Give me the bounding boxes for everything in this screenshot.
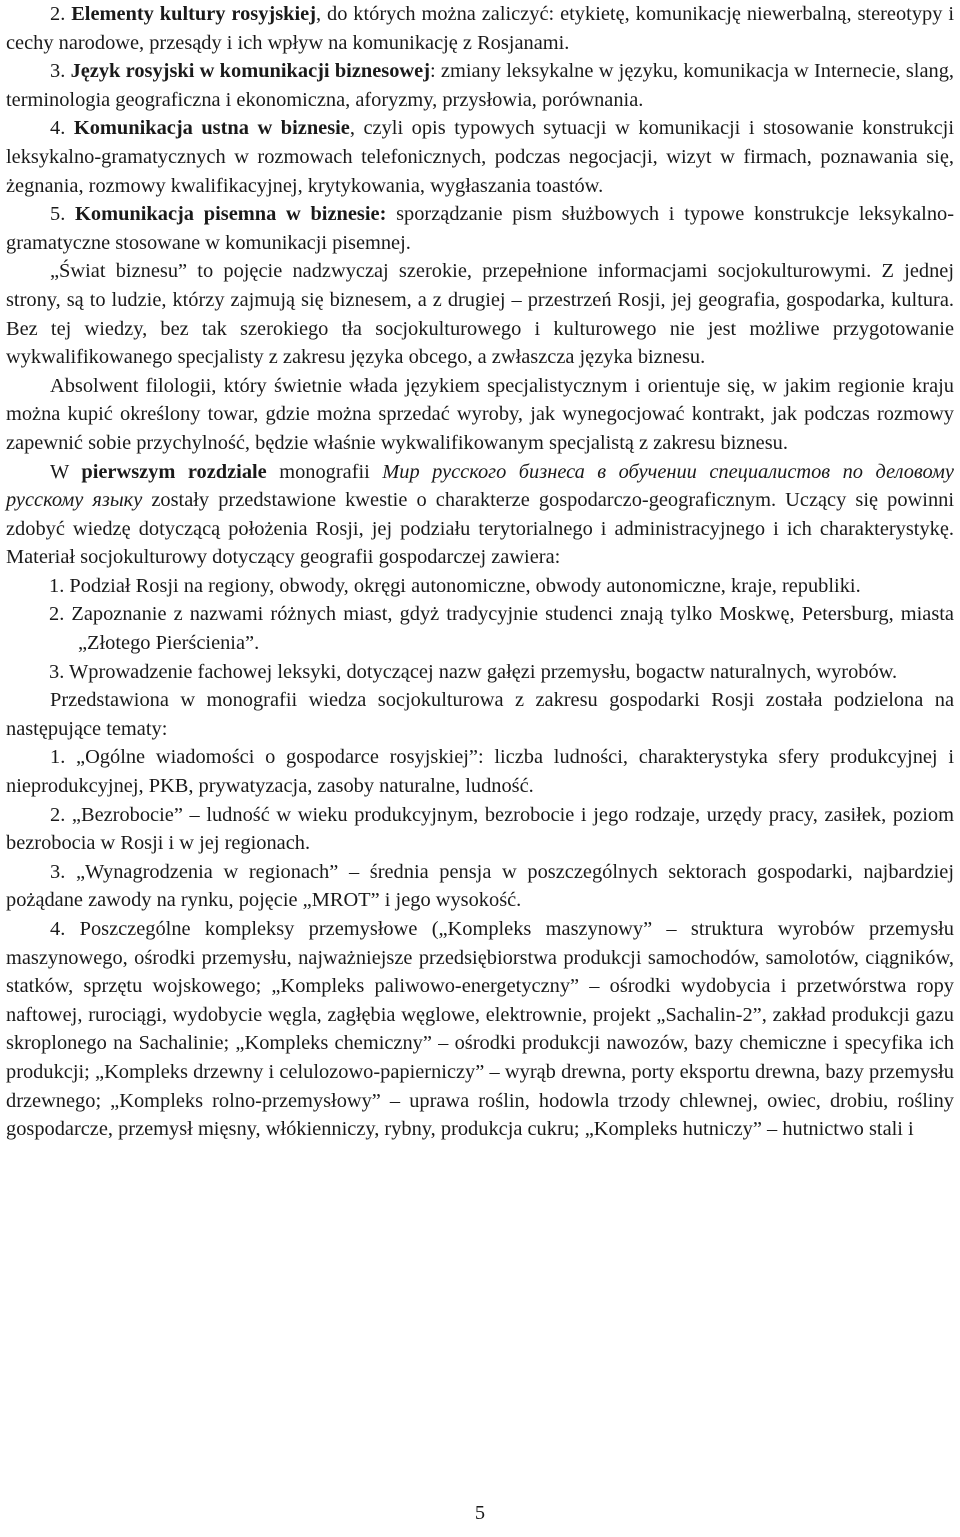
list-item: 1. Podział Rosji na regiony, obwody, okręgi autonomiczne, obwody autonomiczne, kraje, republiki. — [49, 574, 861, 597]
heading-jezyk-rosyjski: Język rosyjski w komunikacji biznesowej — [70, 60, 430, 83]
topic-item: 2. „Bezrobocie” – ludność w wieku produkcyjnym, bezrobocie i jego rodzaje, urzędy pracy, zasiłek, poziom bezrobocia w Rosji i w jej regionach. — [6, 803, 954, 855]
paragraph-przedstawiona: Przedstawiona w monografii wiedza socjokulturowa z zakresu gospodarki Rosji została podzielona na następujące tematy: — [6, 689, 954, 740]
paragraph-text: W — [50, 460, 82, 483]
monograph-title: Мир русского бизнеса в обучении специалистов по деловому русскому языку — [6, 460, 954, 512]
bold-pierwszy-rozdzial: pierwszym rozdziale — [81, 460, 267, 483]
topic-item: 1. „Ogólne wiadomości o gospodarce rosyjskiej”: liczba ludności, charakterystyka sfery produkcyjnej i nieprodukcyjnej, PKB, prywatyzacja, zasoby naturalne, ludność. — [6, 746, 954, 798]
paragraph-elementy-kultury — [6, 0, 954, 57]
topic-item: 4. Poszczególne kompleksy przemysłowe („Kompleks maszynowy” – struktura wyrobów przemysłu maszynowego, ośrodki przemysłu, najważniejsze przedsiębiorstwa produkcji samochodów, samolotów, ciągników, statków, sprzętu wojskowego; „Kompleks paliwowo-energetyczny” – ośrodki wydobycia i przetwórstwa ropy naftowej, rurociągi, wydobycie węgla, zagłębia węglowe, elektrownie, projekt „Sachalin-2”, zakład produkcji gazu skroplonego na Sachalinie; „Kompleks chemiczny” – ośrodki produkcji nawozów, bazy chemiczne i specyfika ich produkcji; „Kompleks drzewny i celulozowo-papierniczy” – wyrąb drewna, porty eksportu drewna, bazy przemysłu drzewnego; „Kompleks rolno-przemysłowy” – uprawa roślin, hodowla trzody chlewnej, owiec, drobiu, rośliny gospodarcze, przemysł mięsny, włókienniczy, rybny, produkcja cukru; „Kompleks hutniczy” – hutnictwo stali i — [6, 918, 954, 1141]
list-item: 3. Wprowadzenie fachowej leksyki, dotyczącej nazw gałęzi przemysłu, bogactw naturalnych, wyrobów. — [49, 660, 898, 683]
paragraph-text: , do których można zaliczyć: etykietę, komunikację niewerbalną, stereotypy i cechy narodowe, przesądy i ich wpływ na komunikację z Rosjanami. — [6, 3, 954, 54]
paragraph-absolwent: Absolwent filologii, który świetnie włada językiem specjalistycznym i orientuje się, w jakim regionie kraju można kupić określony towar, gdzie można sprzedać wyroby, jak wynegocjować kontrakt, jak podczas rozmowy zapewnić sobie przychylność, będzie właśnie wykwalifikowanym specjalistą z zakresu biznesu. — [6, 374, 954, 454]
document-page — [6, 0, 954, 1144]
paragraph-text: : zmiany leksykalne w języku, komunikacja w Internecie, slang, terminologia geograficzna i ekonomiczna, aforyzmy, przysłowia, porównania. — [6, 60, 954, 111]
list-number: 4. — [50, 117, 74, 140]
heading-elementy-kultury: Elementy kultury rosyjskiej — [71, 3, 316, 25]
paragraph-pierwszy-rozdzial — [6, 458, 954, 572]
list-item: 2. Zapoznanie z nazwami różnych miast, gdyż tradycyjnie studenci znają tylko Moskwę, Petersburg, miasta „Złotego Pierścienia”. — [49, 603, 954, 655]
paragraph-text: , czyli opis typowych sytuacji w komunikacji i stosowanie konstrukcji leksykalno-gramatycznych w rozmowach telefonicznych, podczas negocjacji, wizyt w firmach, poznawania się, żegnania, rozmowy kwalifikacyjnej, krytykowania, wygłaszania toastów. — [6, 117, 954, 197]
topic-item: 3. „Wynagrodzenia w regionach” – średnia pensja w poszczególnych sektorach gospodarki, najbardziej pożądane zawody na rynku, pojęcie „MROT” i jego wysokość. — [6, 860, 954, 912]
paragraph-text: zostały przedstawione kwestie o charakterze gospodarczo-geograficznym. Uczący się powinni zdobyć wiedzę dotyczącą położenia Rosji, jej podziału terytorialnego i administracyjnego i ich charakterystykę. Materiał socjokulturowy dotyczący geografii gospodarczej zawiera: — [6, 489, 955, 569]
paragraph-swiat-biznesu: „Świat biznesu” to pojęcie nadzwyczaj szerokie, przepełnione informacjami socjokulturowymi. Z jednej strony, są to ludzie, którzy zajmują się biznesem, a z drugiej – przestrzeń Rosji, jej geografia, gospodarka, kultura. Bez tej wiedzy, bez tak szerokiego tła socjokulturowego i kulturowego nie jest możliwe przygotowanie wykwalifikowanego specjalisty z zakresu języka obcego, a zwłaszcza języka biznesu. — [6, 260, 954, 369]
heading-komunikacja-pisemna: Komunikacja pisemna w biznesie: — [75, 203, 387, 226]
paragraph-komunikacja-pisemna — [6, 200, 954, 257]
list-number: 5. — [50, 203, 76, 226]
list-number: 2. — [50, 3, 72, 25]
list-number: 3. — [50, 60, 71, 83]
page-number: 5 — [474, 1502, 486, 1524]
paragraph-komunikacja-ustna — [6, 114, 954, 200]
paragraph-jezyk-rosyjski — [6, 57, 954, 114]
heading-komunikacja-ustna: Komunikacja ustna w biznesie — [73, 117, 350, 140]
paragraph-text: monografii — [266, 460, 383, 483]
paragraph-text: sporządzanie pism służbowych i typowe konstrukcje leksykalno-gramatyczne stosowane w komunikacji pisemnej. — [6, 203, 954, 254]
